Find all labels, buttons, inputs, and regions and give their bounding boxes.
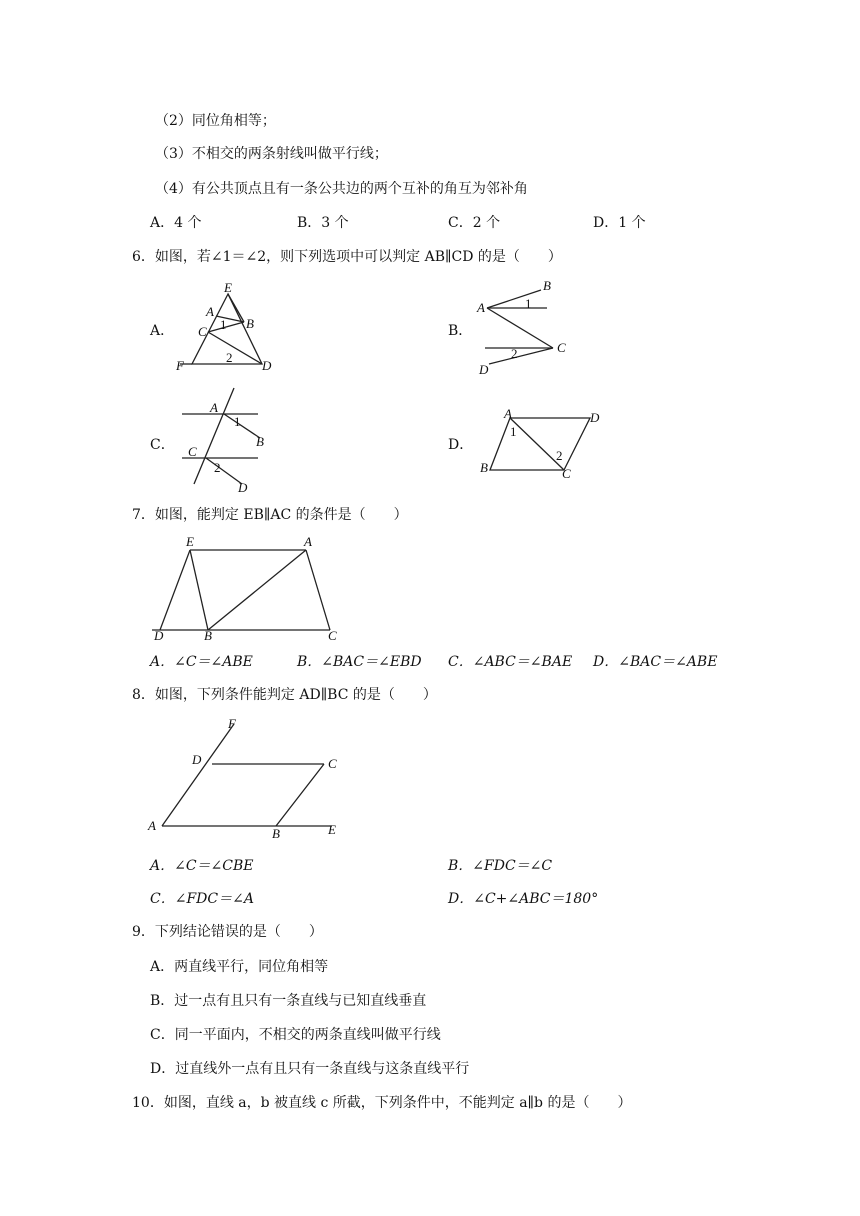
q5-option-d: D．1 个 bbox=[593, 215, 646, 231]
q9-option-b: B．过一点有且只有一条直线与已知直线垂直 bbox=[150, 993, 427, 1009]
q6c-label-b: B bbox=[256, 434, 264, 449]
q7-figure bbox=[150, 532, 350, 644]
q6d-label-2: 2 bbox=[556, 448, 563, 463]
q6a-label-1: 1 bbox=[220, 317, 227, 332]
q7-label-c: C bbox=[328, 628, 337, 643]
q6-option-b-label: B． bbox=[448, 323, 473, 339]
q6a-label-d: D bbox=[262, 358, 272, 373]
q6-option-d-label: D． bbox=[448, 437, 474, 453]
q10-stem: 10．如图，直线 a，b 被直线 c 所截，下列条件中，不能判定 a∥b 的是（ ） bbox=[132, 1095, 632, 1111]
q5-option-a: A．4 个 bbox=[150, 215, 202, 231]
q6c-label-2: 2 bbox=[214, 460, 221, 475]
q7-option-c: C．∠ABC＝∠BAE bbox=[448, 654, 573, 670]
q9-option-c: C．同一平面内，不相交的两条直线叫做平行线 bbox=[150, 1027, 441, 1043]
q6c-label-c: C bbox=[188, 444, 197, 459]
q8-option-c: C．∠FDC＝∠A bbox=[150, 891, 254, 907]
q9-option-d: D．过直线外一点有且只有一条直线与这条直线平行 bbox=[150, 1061, 470, 1077]
q5-item-4: （4）有公共顶点且有一条公共边的两个互补的角互为邻补角 bbox=[155, 181, 528, 197]
q8-label-d: D bbox=[192, 752, 202, 767]
q6-option-a-label: A． bbox=[150, 323, 175, 339]
q7-stem: 7．如图，能判定 EB∥AC 的条件是（ ） bbox=[132, 507, 408, 523]
q8-label-e: E bbox=[328, 822, 336, 837]
q8-label-a: A bbox=[148, 818, 156, 833]
q5-item-2: （2）同位角相等； bbox=[155, 113, 276, 129]
q6b-label-2: 2 bbox=[511, 346, 518, 361]
q6a-label-b: B bbox=[246, 316, 254, 331]
q6d-label-d: D bbox=[590, 410, 600, 425]
q6-option-c-label: C． bbox=[150, 437, 175, 453]
q6a-label-a: A bbox=[206, 304, 214, 319]
q6b-label-b: B bbox=[543, 278, 551, 293]
q7-label-d: D bbox=[154, 628, 164, 643]
q6-figure-c bbox=[178, 388, 288, 496]
q8-option-a: A．∠C＝∠CBE bbox=[150, 858, 254, 874]
q6b-label-1: 1 bbox=[525, 296, 532, 311]
q6b-label-a: A bbox=[477, 300, 485, 315]
q6b-label-c: C bbox=[557, 340, 566, 355]
q6b-label-d: D bbox=[479, 362, 489, 377]
q7-label-b: B bbox=[204, 628, 212, 643]
q9-stem: 9．下列结论错误的是（ ） bbox=[132, 924, 323, 940]
q6a-label-c: C bbox=[198, 324, 207, 339]
q8-label-c: C bbox=[328, 756, 337, 771]
q6-figure-d bbox=[476, 404, 616, 484]
q6a-label-2: 2 bbox=[226, 350, 233, 365]
q6c-label-d: D bbox=[238, 480, 248, 495]
q6d-label-b: B bbox=[480, 460, 488, 475]
q7-option-b: B．∠BAC＝∠EBD bbox=[297, 654, 422, 670]
q6a-label-e: E bbox=[224, 280, 232, 295]
q8-option-b: B．∠FDC＝∠C bbox=[448, 858, 553, 874]
q6-figure-a bbox=[172, 280, 282, 376]
q8-figure bbox=[146, 714, 356, 844]
q6-stem: 6．如图，若∠1＝∠2，则下列选项中可以判定 AB∥CD 的是（ ） bbox=[132, 249, 562, 265]
q7-option-d: D．∠BAC＝∠ABE bbox=[593, 654, 718, 670]
q7-label-e: E bbox=[186, 534, 194, 549]
q6a-label-f: F bbox=[176, 358, 184, 373]
q5-option-b: B．3 个 bbox=[297, 215, 349, 231]
q5-item-3: （3）不相交的两条射线叫做平行线； bbox=[155, 146, 388, 162]
q7-option-a: A．∠C＝∠ABE bbox=[150, 654, 253, 670]
q8-option-d: D．∠C+∠ABC＝180° bbox=[448, 891, 599, 907]
q9-option-a: A．两直线平行，同位角相等 bbox=[150, 959, 329, 975]
q6c-label-a: A bbox=[210, 400, 218, 415]
q6c-label-1: 1 bbox=[234, 414, 241, 429]
q6d-label-a: A bbox=[504, 406, 512, 421]
q7-label-a: A bbox=[304, 534, 312, 549]
q6d-label-1: 1 bbox=[510, 424, 517, 439]
q6-figure-b bbox=[475, 278, 585, 378]
q8-label-b: B bbox=[272, 826, 280, 841]
q8-label-f: F bbox=[228, 716, 236, 731]
q6d-label-c: C bbox=[562, 466, 571, 481]
q5-option-c: C．2 个 bbox=[448, 215, 501, 231]
q8-stem: 8．如图，下列条件能判定 AD∥BC 的是（ ） bbox=[132, 687, 437, 703]
